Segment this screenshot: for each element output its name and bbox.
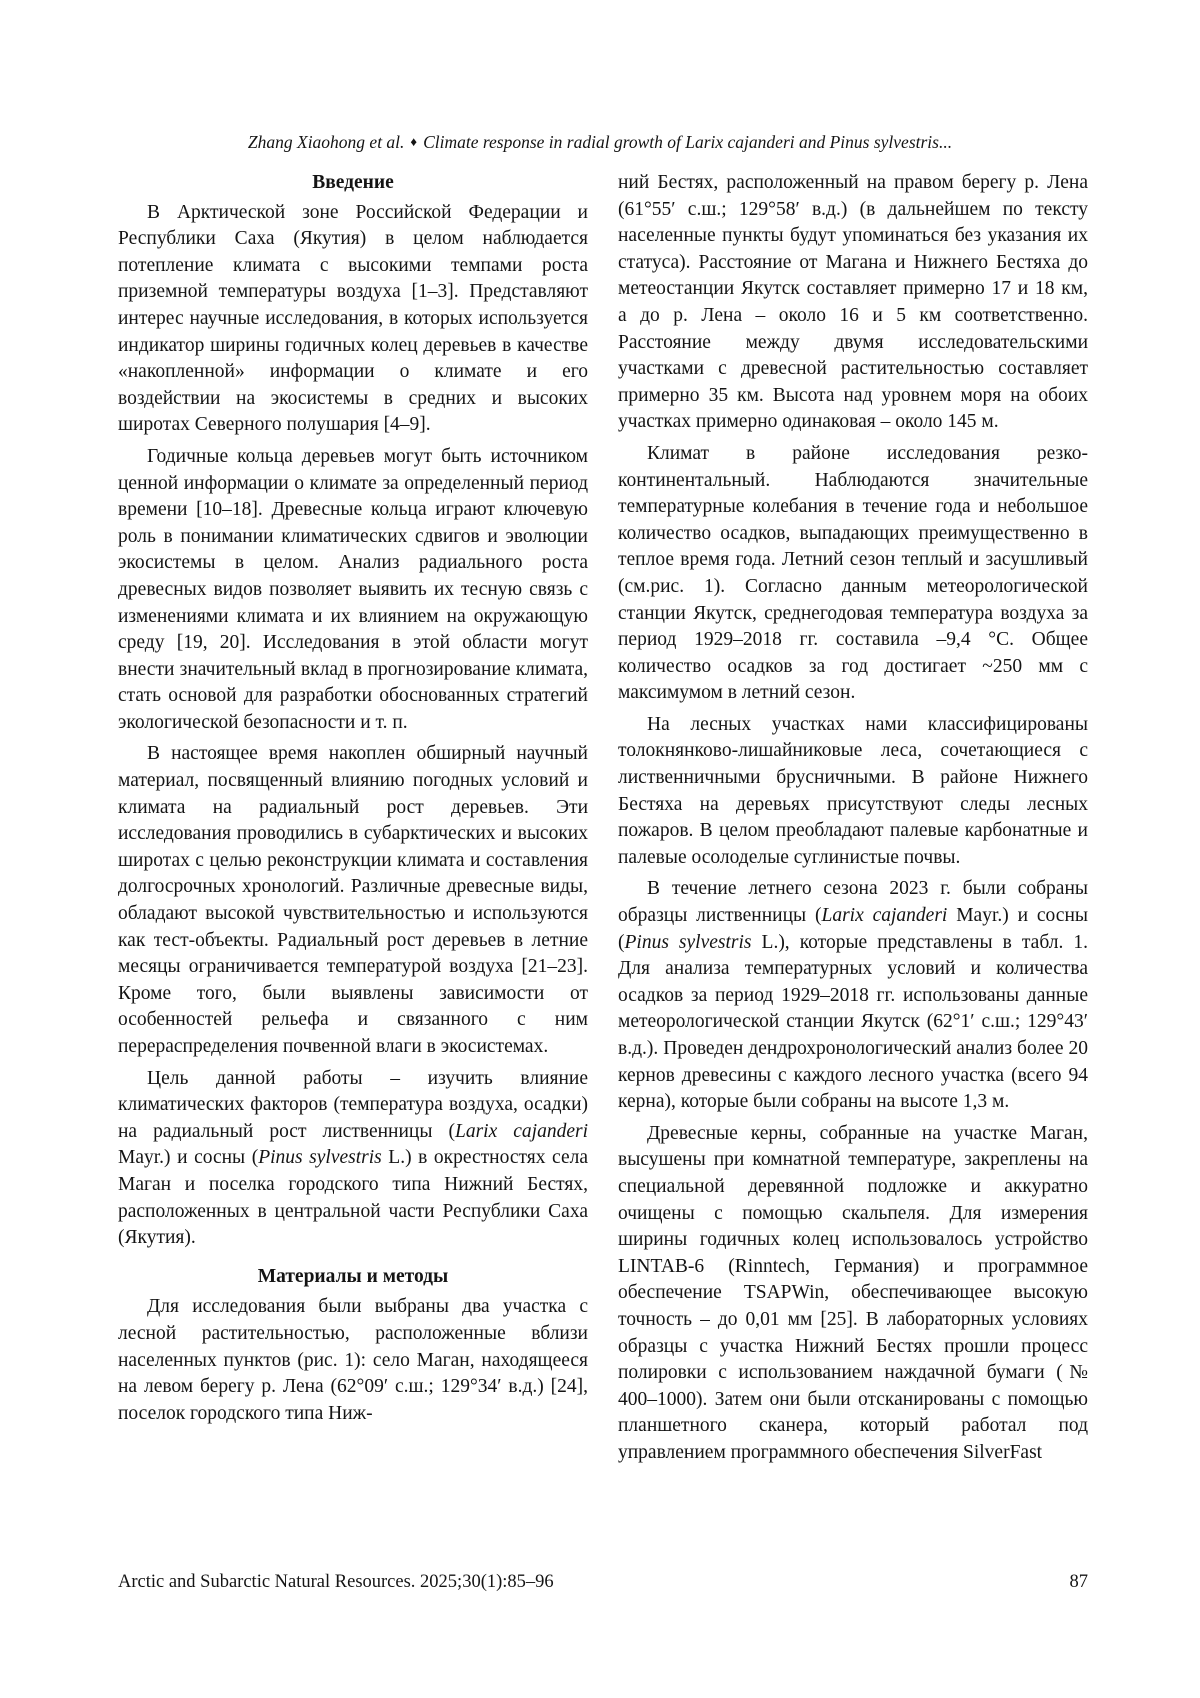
header-authors: Zhang Xiaohong et al. — [247, 132, 405, 152]
paragraph — [618, 876, 1088, 1115]
species-name-pinus: Pinus sylvestris — [258, 1147, 382, 1169]
page-number: 87 — [1069, 1572, 1088, 1592]
paragraph: Годичные кольца деревьев могут быть источником ценной информации о климате за определенный период времени [10–18]. Древесные кольца играют ключевую роль в понимании климатических сдвигов и эволюции экосистемы в целом. Анализ радиального роста древесных видов позволяет выявить их тесную связь с изменениями климата и их влиянием на окружающую среду [19, 20]. Исследования в этой области могут внести значительный вклад в прогнозирование климата, стать основой для разработки обоснованных стратегий экологической безопасности и т. п. — [118, 445, 588, 733]
paragraph: В настоящее время накоплен обширный научный материал, посвященный влиянию погодных условий и климата на радиальный рост деревьев. Эти исследования проводились в субарктических и высоких широтах с целью реконструкции климата и составления долгосрочных хронологий. Различные древесные виды, обладают высокой чувствительностью и используются как тест-объекты. Радиальный рост деревьев в летние месяцы ограничивается температурой воздуха [21–23]. Кроме того, были выявлены зависимости от особенностей рельефа и связанного с ним перераспределения почвенной влаги в экосистемах. — [118, 743, 588, 1057]
paragraph: На лесных участках нами классифицированы толокнянково-лишайниковые леса, сочетающиеся с лиственничными брусничными. В районе Нижнего Бестяха на деревьях присутствуют следы лесных пожаров. В целом преобладают палевые карбонатные и палевые осолоделые суглинистые почвы. — [618, 713, 1088, 868]
paragraph-continued: ний Бестях, расположенный на правом берегу р. Лена (61°55′ с.ш.; 129°58′ в.д.) (в дальнейшем по тексту населенные пункты будут упоминаться без указания их статуса). Расстояние от Магана и Нижнего Бестяха до метеостанции Якутск составляет примерно 17 и 18 км, а до р. Лена – около 16 и 5 км соответственно. Расстояние между двумя исследовательскими участками с древесной растительностью составляет примерно 35 км. Высота над уровнем моря на обоих участках примерно одинаковая – около 145 м. — [618, 172, 1088, 433]
species-name-larix: Larix cajanderi — [454, 1120, 588, 1142]
paragraph: Для исследования были выбраны два участка с лесной растительностью, расположенные вблизи населенных пунктов (рис. 1): село Маган, находящееся на левом берегу р. Лена (62°09′ с.ш.; 129°34′ в.д.) [24], поселок городского типа Ниж- — [118, 1296, 588, 1424]
species-name-pinus: Pinus sylvestris — [624, 931, 752, 953]
paragraph: Климат в районе исследования резко-континентальный. Наблюдаются значительные температурные колебания в течение года и небольшое количество осадков, выпадающих преимущественно в теплое время года. Летний сезон теплый и засушливый (см.рис. 1). Согласно данным метеорологической станции Якутск, среднегодовая температура воздуха за период 1929–2018 гг. составила –9,4 °C. Общее количество осадков за год достигает ~250 мм с максимумом в летний сезон. — [618, 442, 1088, 704]
text-run: В течение летнего сезона 2023 г. были собраны образцы лиственницы ( — [618, 878, 1088, 927]
section-heading-introduction: Введение — [312, 172, 394, 193]
right-column — [618, 170, 1088, 1467]
species-name-larix: Larix cajanderi — [821, 905, 948, 927]
left-column — [118, 170, 588, 1427]
text-run: L.), которые представлены в табл. 1. Для анализа температурных условий и количества осадков за период 1929–2018 гг. использованы данные метеорологической станции Якутск (62°1′ с.ш.; 129°43′ в.д.). Проведен дендрохронологический анализ более 20 кернов древесины с каждого лесного участка (всего 94 керна), которые были собраны на высоте 1,3 м. — [618, 931, 1088, 1113]
paragraph: Древесные керны, собранные на участке Маган, высушены при комнатной температуре, закреплены на специальной деревянной подложке и аккуратно очищены с помощью скальпеля. Для измерения ширины годичных колец использовалось устройство LINTAB-6 (Rinntech, Германия) и программное обеспечение TSAPWin, обеспечивающее высокую точность – до 0,01 мм [25]. В лабораторных условиях образцы с участка Нижний Бестях прошли процесс полировки с использованием наждачной бумаги (№ 400–1000). Затем они были отсканированы с помощью планшетного сканера, который работал под управлением программного обеспечения SilverFast — [618, 1122, 1088, 1463]
section-heading-methods: Материалы и методы — [257, 1265, 449, 1287]
running-header — [0, 131, 1200, 153]
text-run: Цель данной работы – изучить влияние климатических факторов (температура воздуха, осадки) на радиальный рост лиственницы ( — [118, 1067, 588, 1142]
header-title: Climate response in radial growth of Larix cajanderi and Pinus sylvestris... — [423, 132, 953, 152]
header-separator-icon: ♦ — [410, 134, 418, 149]
text-run: Mayr.) и сосны ( — [618, 905, 1088, 953]
journal-citation: Arctic and Subarctic Natural Resources. 2025;30(1):85–96 — [118, 1572, 554, 1592]
text-run: Mayr.) и сосны ( — [118, 1147, 259, 1169]
paragraph — [118, 1066, 588, 1252]
page-footer — [118, 1570, 1088, 1594]
text-run: L.) в окрестностях села Маган и поселка городского типа Нижний Бестях, расположенных в центральной части Республики Саха (Якутия). — [118, 1147, 588, 1249]
paragraph: В Арктической зоне Российской Федерации и Республики Саха (Якутия) в целом наблюдается потепление климата с высокими темпами роста приземной температуры воздуха [1–3]. Представляют интерес научные исследования, в которых используется индикатор ширины годичных колец деревьев в качестве «накопленной» информации о климате и его воздействии на экосистемы в средних и высоких широтах Северного полушария [4–9]. — [118, 201, 588, 436]
